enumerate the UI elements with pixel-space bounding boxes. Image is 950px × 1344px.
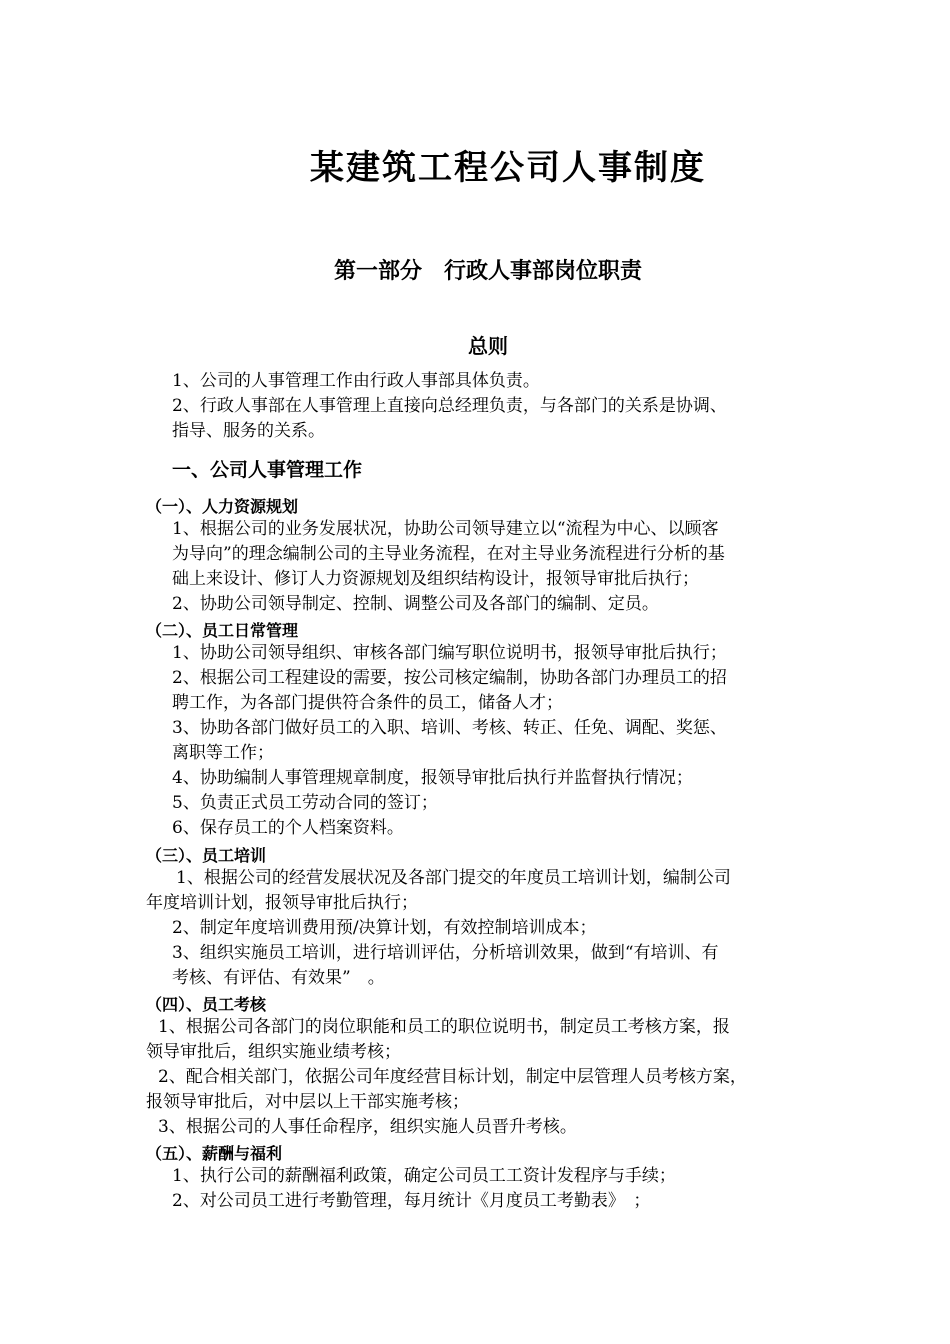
general-heading: 总则 [468, 334, 508, 358]
subsection-heading-2: （二）、员工日常管理 [146, 621, 299, 640]
paragraph-line: 报领导审批后，对中层以上干部实施考核； [146, 1092, 469, 1112]
paragraph-line: 1、根据公司的经营发展状况及各部门提交的年度员工培训计划，编制公司 [176, 868, 731, 888]
section-heading: 一、公司人事管理工作 [172, 459, 363, 481]
paragraph-line: 5、负责正式员工劳动合同的签订； [172, 793, 438, 813]
paragraph-line: 础上来设计、修订人力资源规划及组织结构设计，报领导审批后执行； [172, 569, 699, 589]
paragraph-line: 年度培训计划，报领导审批后执行； [146, 893, 418, 913]
paragraph-line: 3、组织实施员工培训，进行培训评估，分析培训效果，做到“有培训、有 [172, 943, 719, 963]
paragraph-line: 领导审批后，组织实施业绩考核； [146, 1042, 401, 1062]
paragraph-line: 1、执行公司的薪酬福利政策，确定公司员工工资计发程序与手续； [172, 1166, 676, 1186]
subsection-heading-1: （一）、人力资源规划 [146, 497, 299, 516]
paragraph-line: 考核、有评估、有效果” 。 [172, 968, 385, 988]
general-line-1: 1、公司的人事管理工作由行政人事部具体负责。 [172, 371, 540, 391]
paragraph-line: 3、根据公司的人事任命程序，组织实施人员晋升考核。 [158, 1117, 577, 1137]
paragraph-line: 2、协助公司领导制定、控制、调整公司及各部门的编制、定员。 [172, 594, 659, 614]
document-title: 某建筑工程公司人事制度 [310, 148, 706, 188]
subsection-heading-4: （四）、员工考核 [146, 995, 267, 1014]
paragraph-line: 3、协助各部门做好员工的入职、培训、考核、转正、任免、调配、奖惩、 [172, 718, 727, 738]
paragraph-line: 6、保存员工的个人档案资料。 [172, 818, 404, 838]
subsection-heading-3: （三）、员工培训 [146, 846, 267, 865]
general-line-2: 2、行政人事部在人事管理上直接向总经理负责，与各部门的关系是协调、 [172, 396, 727, 416]
paragraph-line: 4、协助编制人事管理规章制度，报领导审批后执行并监督执行情况； [172, 768, 693, 788]
part-heading: 第一部分 行政人事部岗位职责 [333, 259, 642, 284]
paragraph-line: 2、对公司员工进行考勤管理，每月统计《月度员工考勤表》 ； [172, 1191, 651, 1211]
paragraph-line: 1、根据公司各部门的岗位职能和员工的职位说明书，制定员工考核方案，报 [158, 1017, 730, 1037]
paragraph-line: 2、配合相关部门，依据公司年度经营目标计划，制定中层管理人员考核方案， [158, 1067, 747, 1087]
paragraph-line: 2、制定年度培训费用预/决算计划，有效控制培训成本； [172, 918, 597, 938]
paragraph-line: 1、协助公司领导组织、审核各部门编写职位说明书，报领导审批后执行； [172, 643, 727, 663]
paragraph-line: 1、根据公司的业务发展状况，协助公司领导建立以“流程为中心、以顾客 [172, 519, 719, 539]
general-line-3: 指导、服务的关系。 [172, 421, 325, 441]
subsection-heading-5: （五）、薪酬与福利 [146, 1144, 283, 1163]
paragraph-line: 为导向”的理念编制公司的主导业务流程，在对主导业务流程进行分析的基 [172, 544, 725, 564]
paragraph-line: 离职等工作； [172, 743, 274, 763]
paragraph-line: 2、根据公司工程建设的需要，按公司核定编制，协助各部门办理员工的招 [172, 668, 727, 688]
paragraph-line: 聘工作，为各部门提供符合条件的员工，储备人才； [172, 693, 563, 713]
